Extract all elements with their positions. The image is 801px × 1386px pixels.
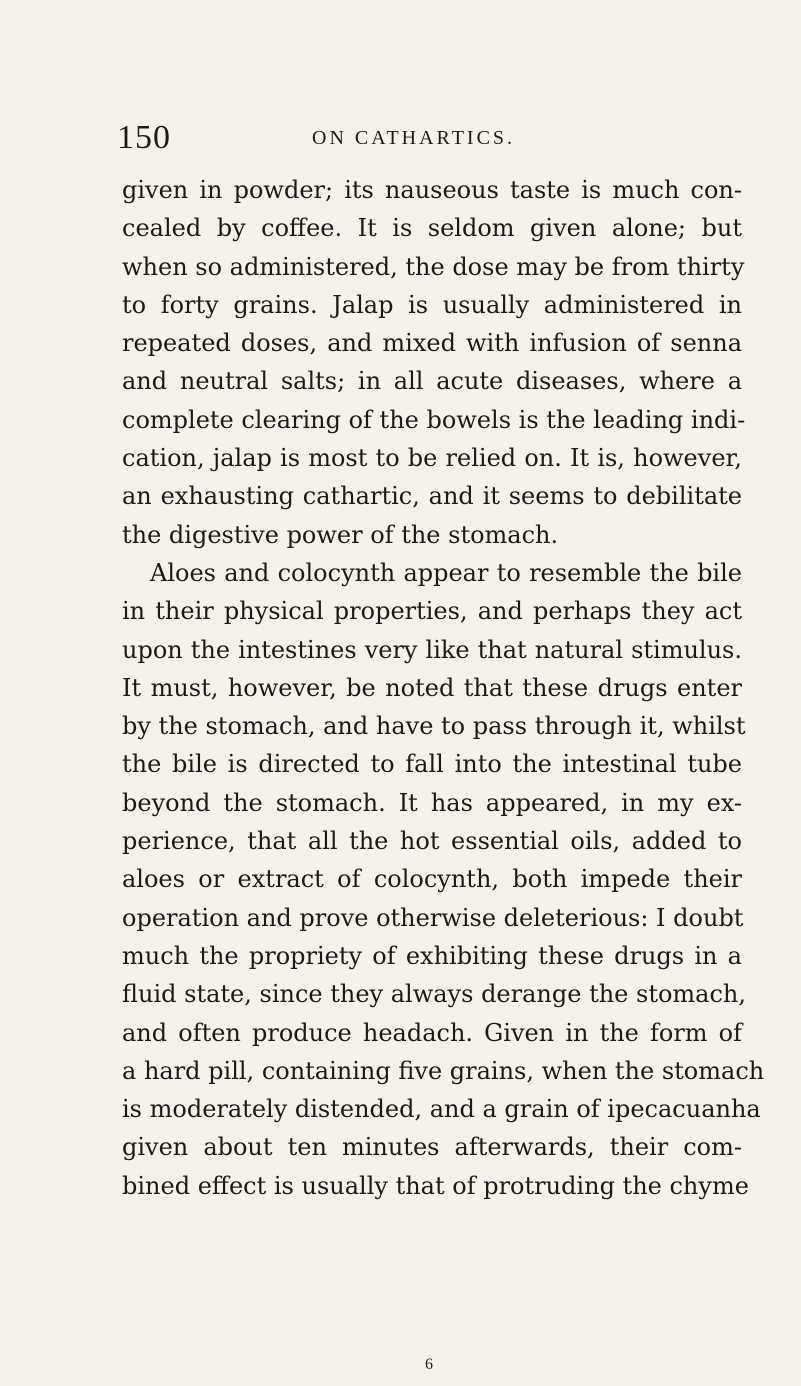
text-line: a hard pill, containing five grains, when the stomach (122, 1056, 765, 1085)
text-line: and often produce headach. Given in the form of (122, 1018, 742, 1047)
text-line: repeated doses, and mixed with infusion of senna (122, 329, 742, 358)
text-line: when so administered, the dose may be from thirty (122, 252, 745, 281)
running-head: ON CATHARTICS. (312, 127, 516, 149)
text-line: by the stomach, and have to pass through it, whilst (122, 712, 746, 741)
text-line: beyond the stomach. It has appeared, in my ex- (122, 788, 742, 817)
text-line: bined effect is usually that of protruding the chyme (122, 1171, 749, 1200)
text-line: and neutral salts; in all acute diseases, where a (122, 367, 742, 396)
page-number: 150 (117, 119, 171, 156)
text-line: the digestive power of the stomach. (122, 520, 559, 549)
text-line: complete clearing of the bowels is the leading indi- (122, 405, 746, 434)
text-line: cealed by coffee. It is seldom given alone; but (122, 214, 742, 243)
text-line: operation and prove otherwise deleterious: I doubt (122, 903, 744, 932)
text-line: upon the intestines very like that natural stimulus. (122, 635, 742, 664)
paragraph-start-line: Aloes and colocynth appear to resemble the bile (150, 558, 742, 587)
text-line: given in powder; its nauseous taste is much con- (122, 176, 742, 204)
text-line: perience, that all the hot essential oils, added to (122, 827, 742, 856)
body-text (122, 171, 765, 1205)
text-line: cation, jalap is most to be relied on. It is, however, (122, 444, 742, 473)
text-line: to forty grains. Jalap is usually administered in (122, 290, 742, 319)
text-line: in their physical properties, and perhaps they act (122, 597, 742, 626)
text-line: fluid state, since they always derange the stomach, (122, 980, 746, 1009)
signature-mark: 6 (425, 1356, 433, 1373)
text-line: much the propriety of exhibiting these drugs in a (122, 941, 742, 970)
text-line: aloes or extract of colocynth, both impede their (122, 865, 742, 894)
text-line: It must, however, be noted that these drugs enter (122, 673, 742, 702)
text-line: an exhausting cathartic, and it seems to debilitate (122, 482, 742, 511)
text-line: is moderately distended, and a grain of ipecacuanha (122, 1095, 761, 1124)
text-line: the bile is directed to fall into the intestinal tube (122, 750, 742, 779)
text-line: given about ten minutes afterwards, their com- (122, 1133, 742, 1162)
